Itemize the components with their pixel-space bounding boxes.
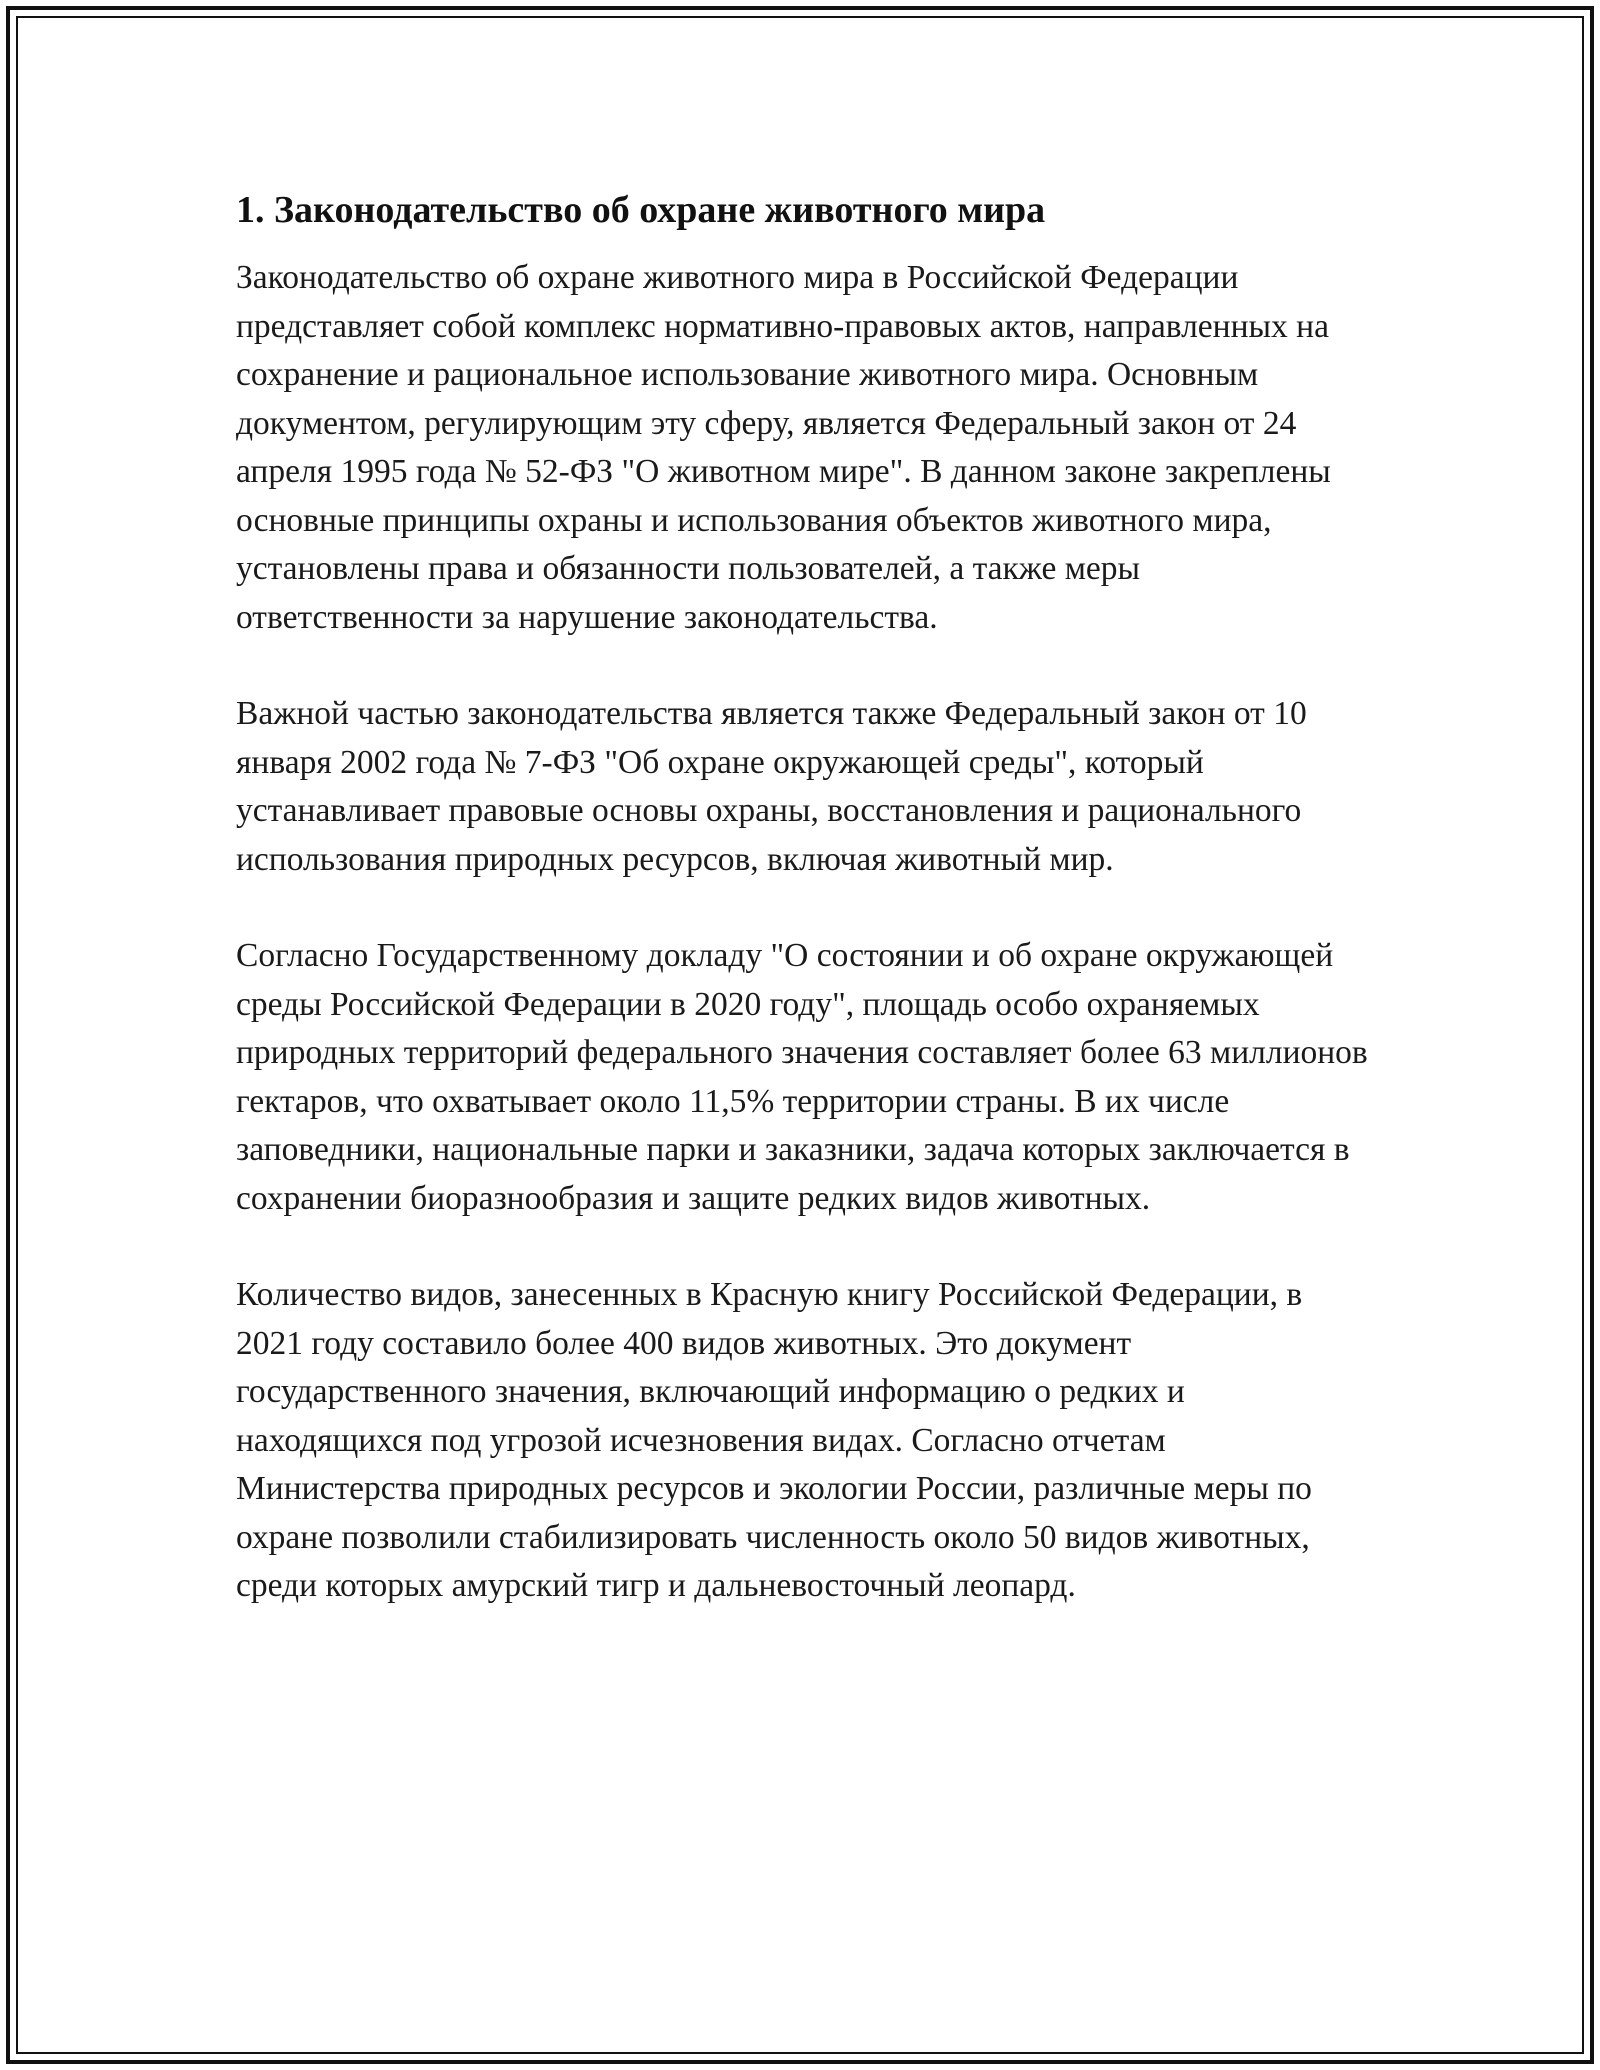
paragraph-legislation: Законодательство об охране животного мира в Российской Федерации представляет собой комплекс нормативно-правовых актов, направленных на сохранение и рациональное использование животного мира. Основным документом, регулирующим эту сферу, является Федеральный закон от 24 апреля 1995 года № 52-ФЗ "О животном мире". В данном законе закреплены основные принципы охраны и использования объектов животного мира, установлены права и обязанности пользователей, а также меры ответственности за нарушение законодательства. (236, 259, 1331, 636)
paragraph-protected-areas: Согласно Государственному докладу "О состоянии и об охране окружающей среды Российской Федерации в 2020 году", площадь особо охраняемых природных территорий федерального значения составляет более 63 миллионов гектаров, что охватывает около 11,5% территории страны. В их числе заповедники, национальные парки и заказники, задача которых заключается в сохранении биоразнообразия и защите редких видов животных. (236, 937, 1368, 1217)
paragraph-red-book: Количество видов, занесенных в Красную книгу Российской Федерации, в 2021 году составило более 400 видов животных. Это документ государственного значения, включающий информацию о редких и находящихся под угрозой исчезновения видах. Согласно отчетам Министерства природных ресурсов и экологии России, различные меры по охране позволили стабилизировать численность около 50 видов животных, среди которых амурский тигр и дальневосточный леопард. (236, 1276, 1312, 1604)
document-body (236, 186, 1376, 1659)
paragraph-environment-law: Важной частью законодательства является также Федеральный закон от 10 января 2002 года № 7-ФЗ "Об охране окружающей среды", который устанавливает правовые основы охраны, восстановления и рационального использования природных ресурсов, включая животный мир. (236, 695, 1307, 878)
section-heading: 1. Законодательство об охране животного мира (236, 189, 1046, 231)
